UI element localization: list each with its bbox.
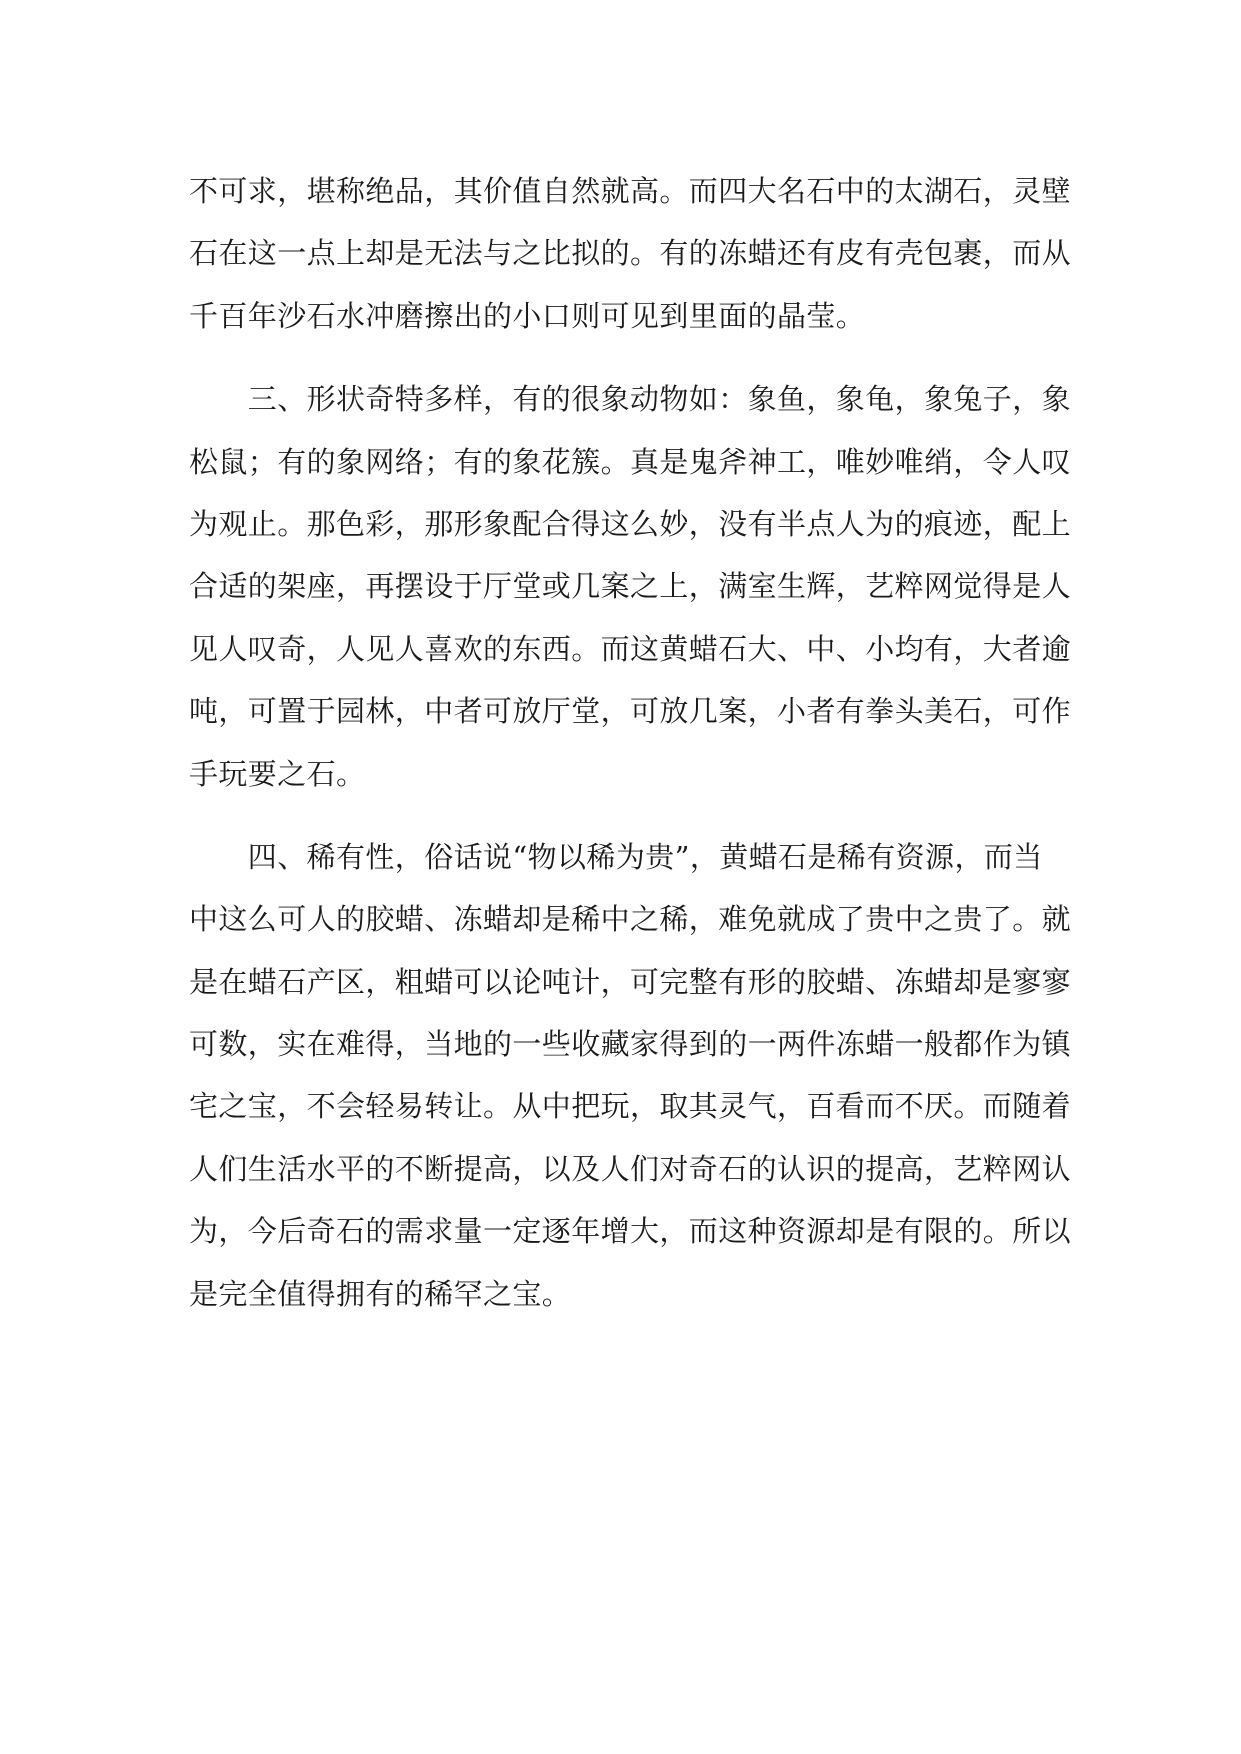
text-line: 可数，实在难得，当地的一些收藏家得到的一两件冻蜡一般都作为镇 xyxy=(189,1027,1072,1062)
text-line: 吨，可置于园林，中者可放厅堂，可放几案，小者有拳头美石，可作 xyxy=(189,694,1072,729)
text-line: 不可求，堪称绝品，其价值自然就高。而四大名石中的太湖石，灵壁 xyxy=(189,174,1072,208)
text-line: 四、稀有性，俗话说“物以稀为贵”，黄蜡石是稀有资源，而当 xyxy=(189,839,1043,874)
text-line: 合适的架座，再摆设于厅堂或几案之上，满室生辉，艺粹网觉得是人 xyxy=(189,569,1072,604)
text-line: 中这么可人的胶蜡、冻蜡却是稀中之稀，难免就成了贵中之贵了。就 xyxy=(189,902,1072,937)
paragraph-four xyxy=(189,826,1072,1325)
text-line: 三、形状奇特多样，有的很象动物如：象鱼，象龟，象兔子，象 xyxy=(189,382,1072,417)
text-line: 为，今后奇石的需求量一定逐年增大，而这种资源却是有限的。所以 xyxy=(189,1214,1072,1249)
text-line: 宅之宝，不会轻易转让。从中把玩，取其灵气，百看而不厌。而随着 xyxy=(189,1089,1072,1124)
paragraph-continuation xyxy=(189,160,1072,347)
text-line: 松鼠；有的象网络；有的象花簇。真是鬼斧神工，唯妙唯绡，令人叹 xyxy=(189,444,1072,479)
text-line: 是在蜡石产区，粗蜡可以论吨计，可完整有形的胶蜡、冻蜡却是寥寥 xyxy=(189,964,1072,999)
text-line: 是完全值得拥有的稀罕之宝。 xyxy=(189,1276,572,1311)
paragraph-three xyxy=(189,368,1072,805)
text-line: 见人叹奇，人见人喜欢的东西。而这黄蜡石大、中、小均有，大者逾 xyxy=(189,631,1072,666)
text-line: 人们生活水平的不断提高，以及人们对奇石的认识的提高，艺粹网认 xyxy=(189,1151,1072,1186)
text-line: 千百年沙石水冲磨擦出的小口则可见到里面的晶莹。 xyxy=(189,298,866,333)
text-line: 手玩要之石。 xyxy=(189,756,366,791)
body-text xyxy=(189,160,1072,1325)
text-line: 石在这一点上却是无法与之比拟的。有的冻蜡还有皮有壳包裹，而从 xyxy=(189,236,1072,271)
text-line: 为观止。那色彩，那形象配合得这么妙，没有半点人为的痕迹，配上 xyxy=(189,506,1072,541)
